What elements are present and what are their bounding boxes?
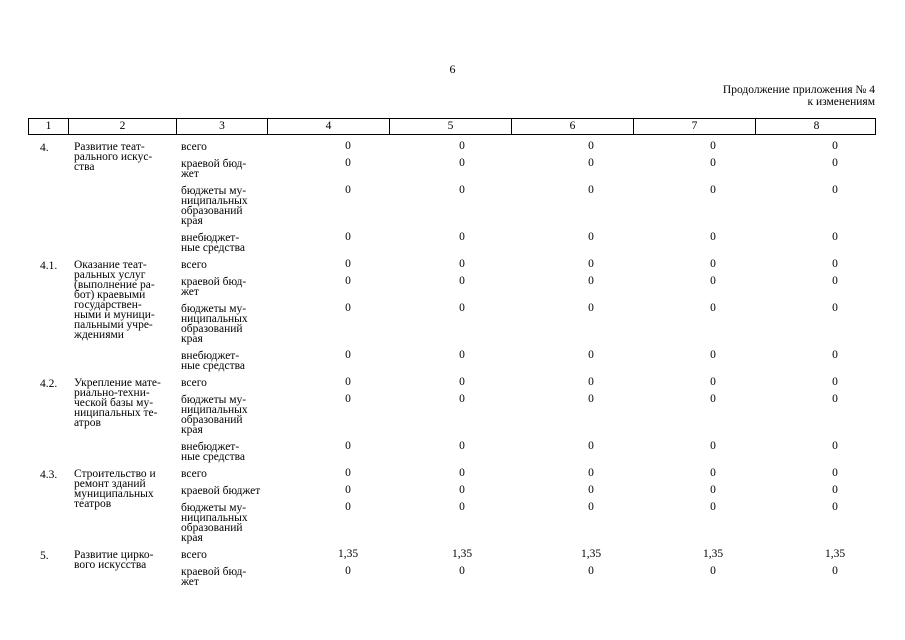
table-row [0,275,905,302]
table-row [0,548,905,565]
appendix-note-line2: к изменениям [807,96,875,108]
value-cell: 0 [710,440,716,452]
value-cell: 0 [710,349,716,361]
value-cell: 0 [345,275,351,287]
table-row-group [0,376,905,467]
table-row-group [0,258,905,376]
value-cell: 1,35 [580,548,602,560]
value-cell: 0 [345,140,351,152]
value-cell: 0 [710,376,716,388]
funding-source: всего [181,141,207,153]
row-number: 4.2. [40,378,58,390]
value-cell: 0 [710,140,716,152]
funding-source: внебюджет- ные средства [181,350,246,372]
table-row [0,258,905,275]
value-cell: 0 [459,231,465,243]
value-cell: 0 [345,184,351,196]
value-cell: 0 [832,393,838,405]
column-header: 1 [29,119,69,134]
value-cell: 0 [832,565,838,577]
activity-name: Развитие цирко- вого искусства [74,549,154,571]
table-row-group [0,467,905,548]
funding-source: бюджеты му- ниципальных образований края [181,185,248,227]
value-cell: 0 [710,157,716,169]
value-cell: 0 [710,467,716,479]
value-cell: 0 [459,258,465,270]
column-header: 2 [69,119,177,134]
value-cell: 1,35 [702,548,724,560]
value-cell: 0 [832,376,838,388]
table-row [0,184,905,231]
value-cell: 0 [345,565,351,577]
row-number: 4. [40,142,49,154]
table-row [0,484,905,501]
value-cell: 0 [588,393,594,405]
row-number: 5. [40,550,49,562]
value-cell: 1,35 [824,548,846,560]
value-cell: 0 [588,440,594,452]
value-cell: 0 [710,484,716,496]
value-cell: 0 [588,565,594,577]
value-cell: 0 [459,501,465,513]
value-cell: 0 [588,302,594,314]
value-cell: 0 [459,376,465,388]
value-cell: 0 [710,501,716,513]
value-cell: 0 [832,302,838,314]
value-cell: 0 [459,157,465,169]
value-cell: 0 [459,393,465,405]
table-row [0,440,905,467]
funding-source: бюджеты му- ниципальных образований края [181,394,248,436]
value-cell: 0 [345,501,351,513]
value-cell: 0 [345,302,351,314]
funding-source: краевой бюджет [181,485,261,497]
value-cell: 0 [832,501,838,513]
column-header: 8 [813,120,820,132]
value-cell: 0 [588,467,594,479]
value-cell: 0 [459,565,465,577]
funding-source: всего [181,468,207,480]
table-row [0,302,905,349]
value-cell: 0 [459,302,465,314]
funding-source: краевой бюд- жет [181,276,247,298]
table-row [0,565,905,592]
table-body [0,140,905,592]
funding-source: всего [181,549,207,561]
value-cell: 0 [832,231,838,243]
value-cell: 0 [588,501,594,513]
value-cell: 0 [710,565,716,577]
funding-source: всего [181,259,207,271]
value-cell: 0 [710,275,716,287]
table-row [0,467,905,484]
value-cell: 0 [588,231,594,243]
value-cell: 0 [832,140,838,152]
funding-source: бюджеты му- ниципальных образований края [181,502,248,544]
funding-source: бюджеты му- ниципальных образований края [181,303,248,345]
value-cell: 0 [832,157,838,169]
column-header: 3 [177,119,268,134]
column-header-row [28,118,876,135]
value-cell: 0 [832,184,838,196]
row-number: 4.1. [40,260,58,272]
funding-source: внебюджет- ные средства [181,232,246,254]
table-row-group [0,140,905,258]
appendix-note-line1: Продолжение приложения № 4 [722,84,875,96]
value-cell: 0 [345,393,351,405]
value-cell: 0 [588,258,594,270]
funding-source: краевой бюд- жет [181,158,247,180]
value-cell: 1,35 [451,548,473,560]
value-cell: 0 [588,140,594,152]
table-row-group [0,548,905,592]
funding-source: всего [181,377,207,389]
value-cell: 0 [459,349,465,361]
value-cell: 0 [345,376,351,388]
table-row [0,157,905,184]
value-cell: 0 [588,484,594,496]
value-cell: 0 [345,231,351,243]
value-cell: 0 [710,184,716,196]
value-cell: 0 [832,258,838,270]
value-cell: 0 [710,231,716,243]
appendix-note [723,84,875,108]
row-number: 4.3. [40,469,58,481]
table-row [0,231,905,258]
value-cell: 0 [345,484,351,496]
value-cell: 0 [459,440,465,452]
value-cell: 0 [710,393,716,405]
value-cell: 1,35 [337,548,359,560]
value-cell: 0 [345,440,351,452]
funding-source: внебюджет- ные средства [181,441,246,463]
value-cell: 0 [459,467,465,479]
value-cell: 0 [832,349,838,361]
value-cell: 0 [588,349,594,361]
value-cell: 0 [345,258,351,270]
value-cell: 0 [710,258,716,270]
table-row [0,393,905,440]
value-cell: 0 [832,484,838,496]
column-header: 5 [390,119,512,134]
value-cell: 0 [832,467,838,479]
activity-name: Оказание теат- ральных услуг (выполнение ра- бот) краевыми государствен- ными и муници- пальными учре- ждениями [74,259,155,341]
value-cell: 0 [345,349,351,361]
funding-source: краевой бюд- жет [181,566,247,588]
value-cell: 0 [459,275,465,287]
column-header: 7 [634,119,756,134]
activity-name: Развитие теат- рального искус- ства [74,141,153,173]
table-row [0,349,905,376]
table-row [0,140,905,157]
column-header: 4 [268,119,390,134]
value-cell: 0 [832,440,838,452]
table-row [0,376,905,393]
value-cell: 0 [588,275,594,287]
value-cell: 0 [588,184,594,196]
value-cell: 0 [459,140,465,152]
table-row [0,501,905,548]
value-cell: 0 [459,484,465,496]
value-cell: 0 [710,302,716,314]
column-header: 6 [512,119,634,134]
value-cell: 0 [588,376,594,388]
value-cell: 0 [588,157,594,169]
value-cell: 0 [832,275,838,287]
page-number: 6 [449,62,456,76]
value-cell: 0 [345,157,351,169]
value-cell: 0 [345,467,351,479]
activity-name: Строительство и ремонт зданий муниципальных театров [74,468,156,510]
activity-name: Укрепление мате- риально-техни- ческой базы му- ниципальных те- атров [74,377,161,429]
value-cell: 0 [459,184,465,196]
